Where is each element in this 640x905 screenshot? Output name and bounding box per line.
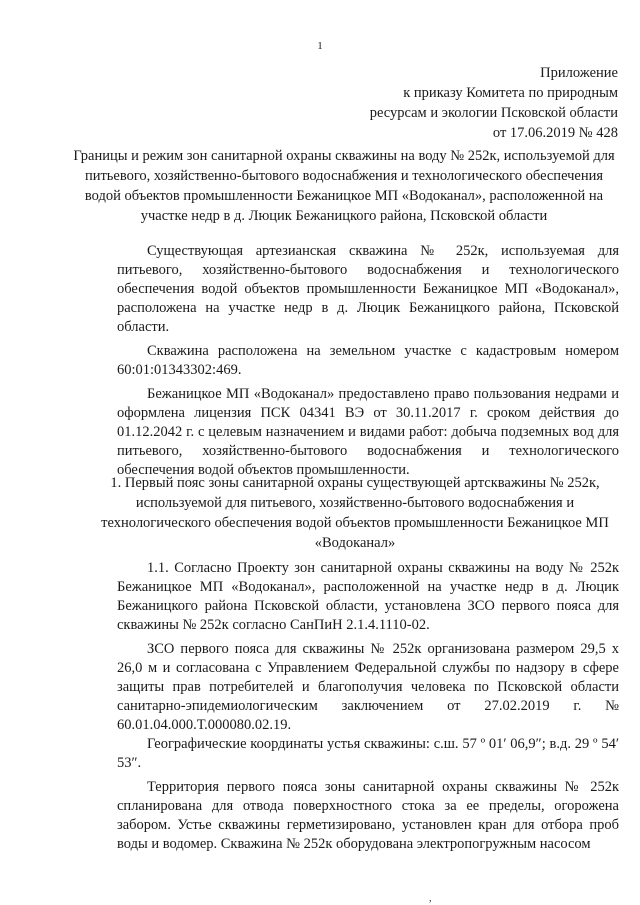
section-title: 1. Первый пояс зоны санитарной охраны существующей артскважины № 252к, используемой для питьевого, хозяйственно-бытового водоснабжения и технологического обеспечения водой объектов промышленности Бежаницкое МП «Водоканал»: [101, 475, 609, 551]
paragraph: ЗСО первого пояса для скважины № 252к организована размером 29,5 х 26,0 м и согласована с Управлением Федеральной службы по надзору в сфере защиты прав потребителей и благополучия человека по Псковской области санитарно-эпидемиологическим заключением от 27.02.2019 г. № 60.01.04.000.Т.000080.02.19.: [117, 641, 619, 733]
document-title: Границы и режим зон санитарной охраны скважины на воду № 252к, используемой для питьевого, хозяйственно-бытового водоснабжения и технологического обеспечения водой объектов промышленности Бежаницкое МП «Водоканал», расположенной на участке недр в д. Люцик Бежаницкого района, Псковской области: [73, 148, 615, 224]
paragraph: Территория первого пояса зоны санитарной охраны скважины № 252к спланирована для отвода поверхностного стока за ее пределы, огорожена забором. Устье скважины герметизировано, установлен кран для отбора проб воды и водомер. Скважина № 252к оборудована электропогружным насосом: [117, 779, 619, 852]
appendix-line: Приложение: [540, 65, 618, 81]
page-number: 1: [317, 40, 323, 52]
section-body: [117, 559, 619, 854]
appendix-line: от 17.06.2019 № 428: [492, 125, 618, 141]
appendix-line: ресурсам и экологии Псковской области: [369, 105, 618, 121]
paragraph: Скважина расположена на земельном участке с кадастровым номером 60:01:01343302:469.: [117, 343, 619, 378]
paragraph: Бежаницкое МП «Водоканал» предоставлено право пользования недрами и оформлена лицензия ПСК 04341 ВЭ от 30.11.2017 г. сроком действия до 01.12.2042 г. с целевым назначением и видами работ: добыча подземных вод для питьевого, хозяйственно-бытового водоснабжения и технологического обеспечения водой объектов промышленности.: [117, 386, 619, 478]
appendix-line: к приказу Комитета по природным: [403, 85, 618, 101]
paragraph: Существующая артезианская скважина № 252к, используемая для питьевого, хозяйственно-бытового водоснабжения и технологического обеспечения водой объектов промышленности Бежаницкое МП «Водоканал», расположена на участке недр в д. Люцик Бежаницкого района, Псковской области.: [117, 243, 619, 335]
paragraph: Географические координаты устья скважины: с.ш. 57 º 01′ 06,9″; в.д. 29 º 54′ 53″.: [117, 736, 619, 771]
intro-block: [117, 242, 619, 480]
paragraph: 1.1. Согласно Проекту зон санитарной охраны скважины на воду № 252к Бежаницкое МП «Водоканал», расположенной на участке недр в д. Люцик Бежаницкого района Псковской области, установлена ЗСО первого пояса для скважины № 252к согласно СанПиН 2.1.4.1110-02.: [117, 560, 619, 633]
appendix-header: [318, 63, 618, 143]
scan-mark: ,: [429, 893, 432, 904]
